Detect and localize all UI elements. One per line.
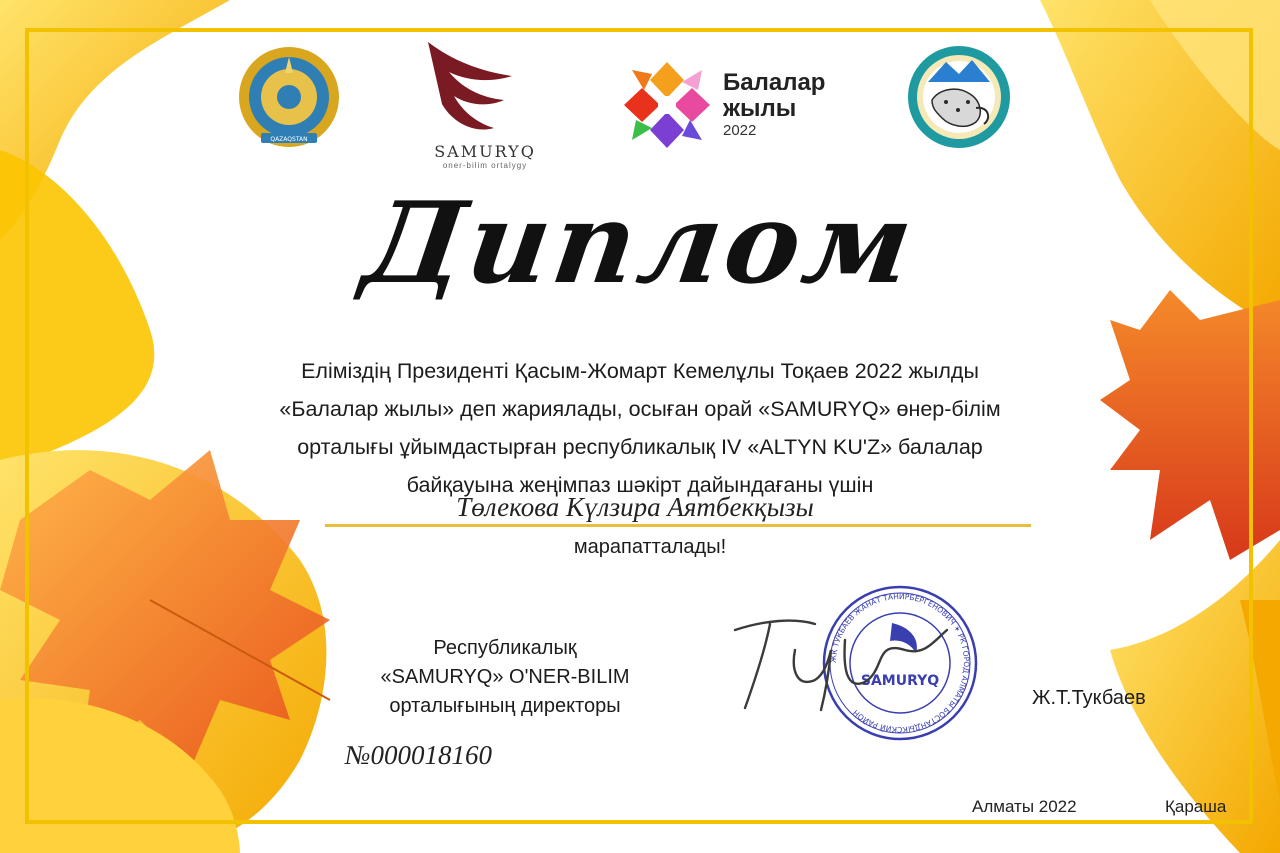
organization-title	[330, 634, 680, 721]
diploma-number: №000018160	[345, 740, 492, 770]
awarded-text: марапатталады!	[573, 536, 727, 558]
director-name: Ж.Т.Тукбаев	[1032, 687, 1146, 709]
org-line-2: «SAMURYQ» O'NER-BILIM	[380, 666, 630, 688]
director-signature	[725, 610, 955, 720]
samuryq-logo-name: SAMURYQ	[434, 142, 536, 161]
recipient-name: Төлекова Күлзира Аятбекқызы	[456, 492, 814, 522]
org-line-1: Республикалық	[433, 637, 577, 659]
balalar-jyly-flower-icon	[622, 60, 712, 150]
description-line-4: байқауына жеңімпаз шәкірт дайындағаны үшін	[406, 473, 874, 497]
description-line-3: орталығы ұйымдастырған республикалық IV «ALTYN KU'Z» балалар	[297, 435, 983, 459]
city-year: Алматы 2022	[972, 797, 1077, 816]
description-line-2: «Балалар жылы» деп жариялады, осыған орай «SAMURYQ» өнер-білім	[279, 397, 1001, 421]
samuryq-wing-logo-icon	[424, 42, 516, 142]
balalar-line-1: Балалар	[723, 69, 826, 96]
org-line-3: орталығының директоры	[389, 695, 621, 717]
diploma-title: Диплом	[355, 178, 925, 309]
samuryq-logo-subtitle: oner-bilim ortalygy	[442, 161, 528, 170]
stamp-ring-text: ЖК ТУКБАЕВ ЖАНАТ ТАНИРБЕРГЕНОВИЧ ✶ РК ГОРОД АЛМАТЫ БОСТАНДЫКСКИЙ РАЙОН	[828, 591, 972, 735]
balalar-line-2: жылы	[723, 95, 797, 122]
stamp-center-text: SAMURYQ	[860, 673, 940, 689]
almaty-city-emblem-icon	[906, 44, 1012, 150]
kazakhstan-emblem-icon	[236, 43, 342, 151]
emblem-text: QAZAQSTAN	[270, 136, 308, 143]
issue-month: Қараша	[1165, 797, 1227, 816]
signature-text: Тук	[725, 610, 727, 611]
balalar-year: 2022	[723, 122, 757, 139]
description-line-1: Еліміздің Президенті Қасым-Жомарт Кемелұлы Тоқаев 2022 жылды	[301, 359, 979, 383]
recipient-underline	[325, 524, 1031, 527]
award-description	[200, 352, 1080, 504]
balalar-jyly-label	[723, 70, 825, 122]
